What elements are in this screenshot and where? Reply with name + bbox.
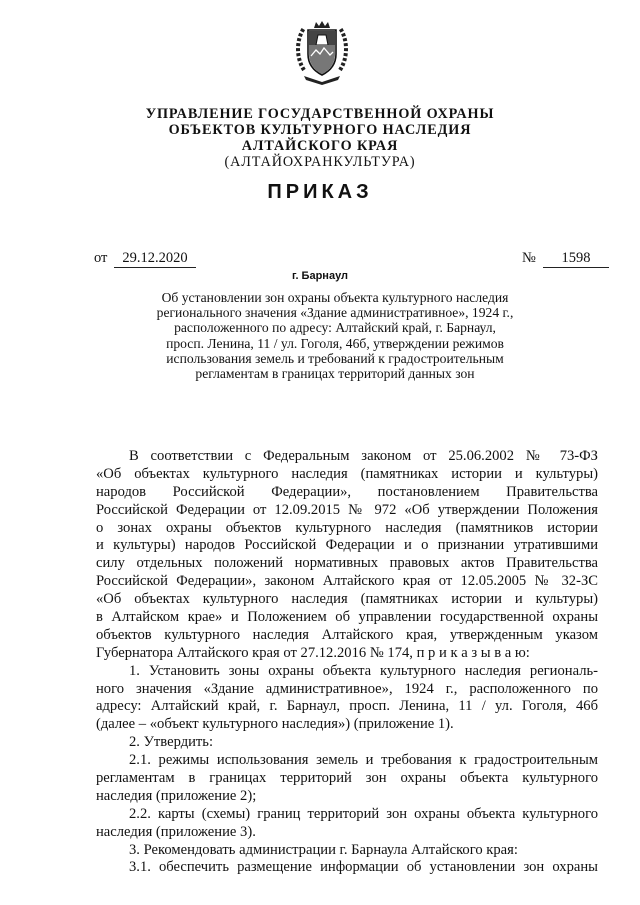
- subject-line: регионального значения «Здание административное», 1924 г.,: [156, 305, 514, 321]
- body-line: 2.1. режимы использования земель и требования к градостроительным: [129, 752, 598, 769]
- body-line: в Алтайском крае» и Положением об управлении государственной охраны: [96, 609, 598, 626]
- body-line: и культуры) народов Российской Федерации и о признании утратившими: [96, 537, 598, 554]
- body-line: ного значения «Здание административное», 1924 г., расположенного по: [96, 680, 598, 697]
- body-line: «Об объектах культурного наследия (памятниках истории и культуры): [96, 465, 598, 482]
- org-line: УПРАВЛЕНИЕ ГОСУДАРСТВЕННОЙ ОХРАНЫ: [145, 106, 495, 122]
- subject-line: регламентам в границах территорий данных зон: [195, 366, 475, 382]
- body-line: объектов культурного наследия Алтайского края, утвержденным указом: [96, 626, 598, 643]
- body-line: Российской Федерации от 12.09.2015 № 972 «Об утверждении Положения: [96, 501, 598, 518]
- org-line: АЛТАЙСКОГО КРАЯ: [241, 138, 399, 154]
- document-date: 29.12.2020: [114, 250, 196, 268]
- body-line: силу отдельных положений нормативных правовых актов Правительства: [96, 555, 598, 572]
- document-number: 1598: [543, 250, 609, 268]
- body-line: В соответствии с Федеральным законом от 25.06.2002 № 73-ФЗ: [129, 448, 598, 464]
- number-prefix: №: [522, 250, 536, 266]
- body-line: «Об объектах культурного наследия (памятниках истории и культуры): [96, 591, 598, 608]
- subject-line: Об установлении зон охраны объекта культурного наследия: [161, 290, 509, 305]
- organization-name: [0, 106, 640, 170]
- org-line: ОБЪЕКТОВ КУЛЬТУРНОГО НАСЛЕДИЯ: [168, 122, 472, 138]
- body-line: 3.1. обеспечить размещение информации об установлении зон охраны: [129, 859, 598, 876]
- body-line: (далее – «объект культурного наследия») (приложение 1).: [96, 716, 454, 733]
- body-line: 1. Установить зоны охраны объекта культурного наследия региональ-: [129, 662, 598, 679]
- body-line: о зонах охраны объектов культурного наследия (памятников истории: [96, 519, 598, 536]
- body-line: адресу: Алтайский край, г. Барнаул, просп. Ленина, 11 / ул. Гоголя, 46б: [96, 698, 598, 715]
- altai-krai-coat-of-arms-icon: [294, 20, 350, 86]
- document-body: [96, 448, 598, 877]
- body-line: наследия (приложение 3).: [96, 823, 256, 840]
- document-title: ПРИКАЗ: [267, 181, 373, 203]
- subject-line: использования земель и требований к градостроительным: [166, 350, 504, 366]
- body-line: 2.2. карты (схемы) границ территорий зон охраны объекта культурного: [129, 805, 598, 822]
- body-line: наследия (приложение 2);: [96, 787, 257, 804]
- body-line: регламентам в границах территорий зон охраны объекта культурного: [96, 770, 598, 787]
- subject-line: расположенного по адресу: Алтайский край, г. Барнаул,: [174, 320, 496, 336]
- date-number-row: [0, 250, 640, 270]
- body-line: Российской Федерации», законом Алтайского края от 12.05.2005 № 32-ЗС: [96, 573, 598, 590]
- subject-line: просп. Ленина, 11 / ул. Гоголя, 46б, утверждении режимов: [166, 335, 504, 351]
- city: г. Барнаул: [291, 270, 349, 282]
- document-subject: [130, 290, 540, 381]
- body-line: 3. Рекомендовать администрации г. Барнаула Алтайского края:: [129, 841, 518, 858]
- date-prefix: от: [94, 250, 108, 266]
- body-line: народов Российской Федерации», постановлением Правительства: [96, 483, 598, 500]
- body-line: 2. Утвердить:: [129, 734, 214, 751]
- org-abbreviation: (АЛТАЙОХРАНКУЛЬТУРА): [224, 154, 416, 170]
- body-line: Губернатора Алтайского края от 27.12.2016 № 174, п р и к а з ы в а ю:: [96, 644, 530, 661]
